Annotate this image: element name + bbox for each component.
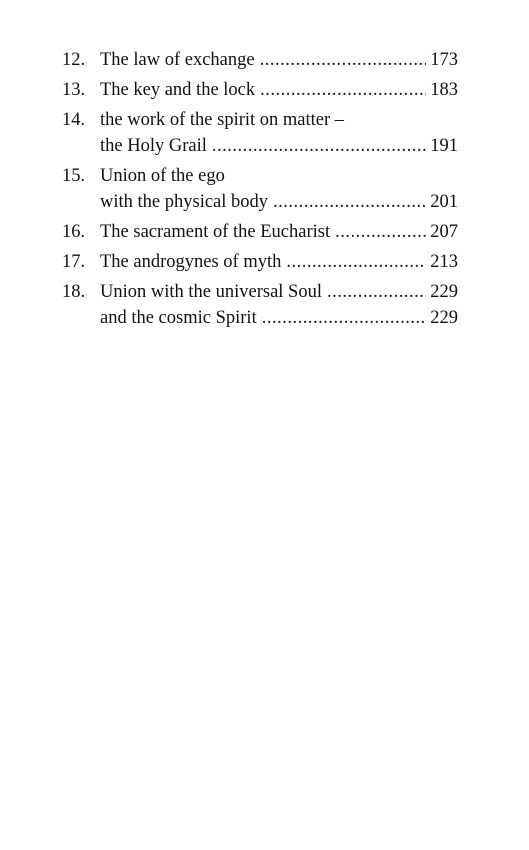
toc-line — [100, 249, 458, 275]
toc-line — [100, 133, 458, 159]
toc-line — [100, 305, 458, 331]
page-number: 213 — [430, 252, 458, 272]
entry-title-continued: with the physical body — [100, 192, 269, 212]
entry-title: Union with the universal Soul — [100, 282, 322, 302]
page-number: 201 — [430, 192, 458, 212]
entry-title: The key and the lock — [100, 80, 256, 100]
toc-line — [100, 77, 458, 103]
dot-leader — [286, 249, 426, 275]
entry-title: The androgynes of myth — [100, 252, 282, 272]
dot-leader — [262, 305, 427, 331]
dot-leader — [260, 77, 426, 103]
toc-line — [100, 107, 458, 133]
toc-entry-13 — [62, 77, 458, 103]
entry-title: The law of exchange — [100, 50, 255, 70]
table-of-contents — [62, 47, 458, 331]
toc-entry-18 — [62, 279, 458, 331]
page-number: 229 — [430, 308, 458, 328]
entry-title-continued: and the cosmic Spirit — [100, 308, 257, 328]
page-number: 229 — [430, 282, 458, 302]
page-number: 207 — [430, 222, 458, 242]
entry-number: 15. — [62, 166, 86, 186]
entry-number: 12. — [62, 50, 86, 70]
page-number: 173 — [430, 50, 458, 70]
dot-leader — [335, 219, 426, 245]
entry-number: 17. — [62, 252, 86, 272]
entry-title: The sacrament of the Eucharist — [100, 222, 331, 242]
dot-leader — [273, 189, 426, 215]
dot-leader — [260, 47, 427, 73]
toc-line — [100, 279, 458, 305]
entry-number: 18. — [62, 282, 86, 302]
entry-number: 14. — [62, 110, 86, 130]
entry-title-continued: the Holy Grail — [100, 136, 207, 156]
entry-number: 16. — [62, 222, 86, 242]
page-number: 183 — [430, 80, 458, 100]
dot-leader — [212, 133, 426, 159]
toc-entry-14 — [62, 107, 458, 159]
toc-line — [100, 163, 458, 189]
toc-line — [100, 47, 458, 73]
page-number: 191 — [430, 136, 458, 156]
toc-entry-15 — [62, 163, 458, 215]
toc-line — [100, 219, 458, 245]
toc-entry-16 — [62, 219, 458, 245]
entry-title: the work of the spirit on matter – — [100, 110, 345, 130]
toc-entry-12 — [62, 47, 458, 73]
dot-leader — [327, 279, 426, 305]
toc-entry-17 — [62, 249, 458, 275]
entry-number: 13. — [62, 80, 86, 100]
entry-title: Union of the ego — [100, 166, 225, 186]
toc-line — [100, 189, 458, 215]
